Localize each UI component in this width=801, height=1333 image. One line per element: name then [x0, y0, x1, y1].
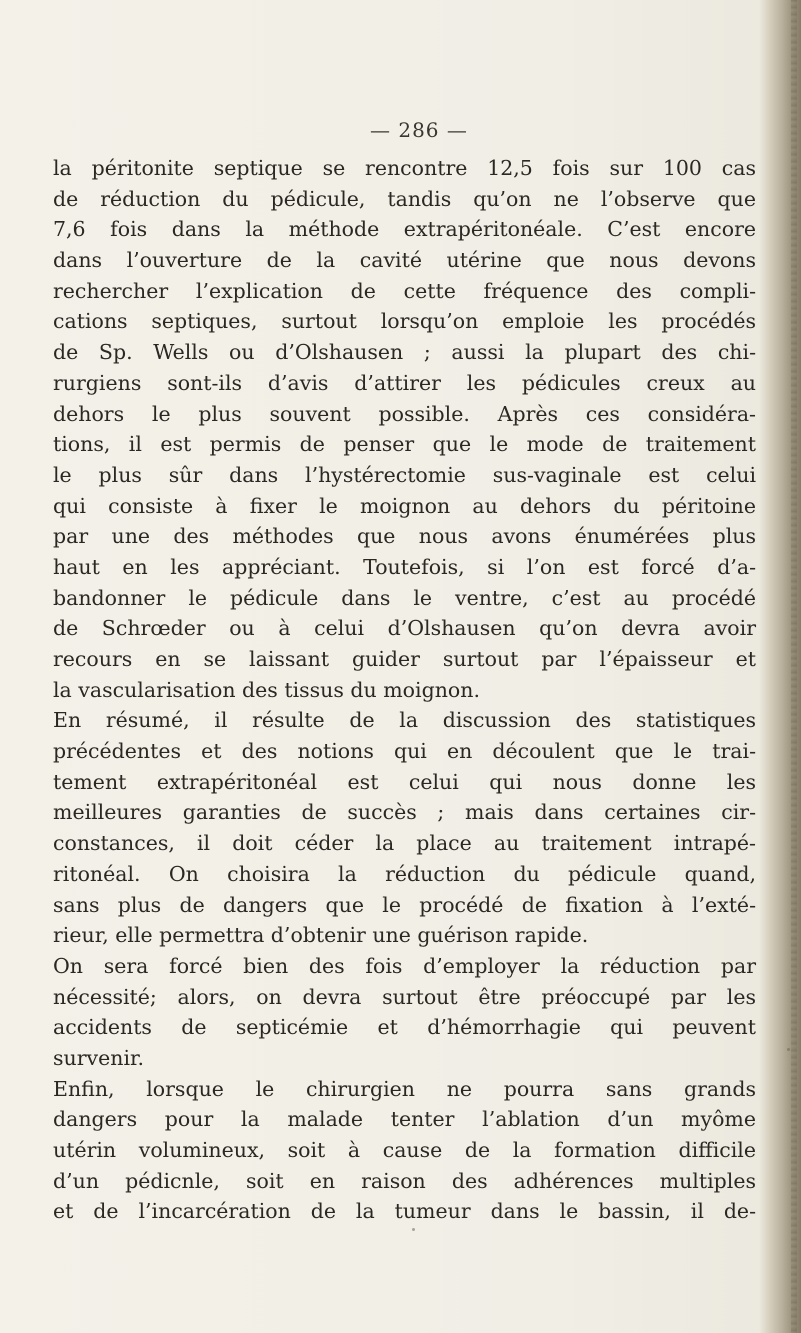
text-line: de Schrœder ou à celui d’Olshausen qu’on devra avoir: [53, 616, 756, 641]
text-line: d’un pédicnle, soit en raison des adhérences multiples: [53, 1168, 756, 1193]
page-number: — 286 —: [370, 118, 468, 142]
text-line: rechercher l’explication de cette fréquence des compli-: [53, 278, 756, 303]
text-line: survenir.: [53, 1045, 145, 1070]
text-line: précédentes et des notions qui en découlent que le trai-: [53, 739, 756, 764]
text-line: et de l’incarcération de la tumeur dans le bassin, il de-: [53, 1199, 756, 1224]
text-line: la péritonite septique se rencontre 12,5 fois sur 100 cas: [53, 156, 756, 180]
text-line: tement extrapéritonéal est celui qui nous donne les: [53, 769, 756, 794]
text-line: ritonéal. On choisira la réduction du pédicule quand,: [53, 861, 756, 886]
text-line: dans l’ouverture de la cavité utérine que nous devons: [53, 248, 756, 273]
text-line: On sera forcé bien des fois d’employer la réduction par: [53, 953, 756, 978]
text-line: 7,6 fois dans la méthode extrapéritonéale. C’est encore: [53, 217, 756, 242]
text-line: accidents de septicémie et d’hémorrhagie qui peuvent: [53, 1015, 756, 1040]
text-line: le plus sûr dans l’hystérectomie sus-vaginale est celui: [53, 462, 756, 487]
text-line: dehors le plus souvent possible. Après ces considéra-: [53, 401, 756, 426]
text-line: constances, il doit céder la place au traitement intrapé-: [53, 831, 756, 856]
text-line: par une des méthodes que nous avons énumérées plus: [53, 524, 756, 549]
text-line: rurgiens sont-ils d’avis d’attirer les pédicules creux au: [53, 370, 756, 395]
text-line: haut en les appréciant. Toutefois, si l’on est forcé d’a-: [53, 554, 756, 579]
text-line: tions, il est permis de penser que le mode de traitement: [53, 432, 756, 457]
text-line: recours en se laissant guider surtout par l’épaisseur et: [53, 647, 756, 671]
text-line: qui consiste à fixer le moignon au dehors du péritoine: [53, 493, 756, 518]
paper-speck: [412, 1228, 415, 1231]
text-line: la vascularisation des tissus du moignon.: [53, 677, 480, 702]
text-line: En résumé, il résulte de la discussion des statistiques: [53, 708, 756, 733]
body-text: [53, 153, 756, 1227]
text-line: sans plus de dangers que le procédé de fixation à l’exté-: [53, 892, 756, 917]
paper-speck: [787, 1048, 790, 1051]
text-line: nécessité; alors, on devra surtout être préoccupé par les: [53, 984, 756, 1009]
text-line: meilleures garanties de succès ; mais dans certaines cir-: [53, 800, 756, 825]
text-line: Enfin, lorsque le chirurgien ne pourra sans grands: [53, 1076, 756, 1101]
page-binding-edge: [759, 0, 801, 1333]
text-line: utérin volumineux, soit à cause de la formation difficile: [53, 1138, 756, 1162]
text-line: de réduction du pédicule, tandis qu’on ne l’observe que: [53, 186, 756, 211]
text-line: rieur, elle permettra d’obtenir une guérison rapide.: [53, 923, 589, 948]
text-line: cations septiques, surtout lorsqu’on emploie les procédés: [53, 309, 756, 334]
text-line: de Sp. Wells ou d’Olshausen ; aussi la plupart des chi-: [53, 340, 756, 365]
text-line: dangers pour la malade tenter l’ablation d’un myôme: [53, 1107, 756, 1132]
text-line: bandonner le pédicule dans le ventre, c’est au procédé: [53, 585, 756, 610]
